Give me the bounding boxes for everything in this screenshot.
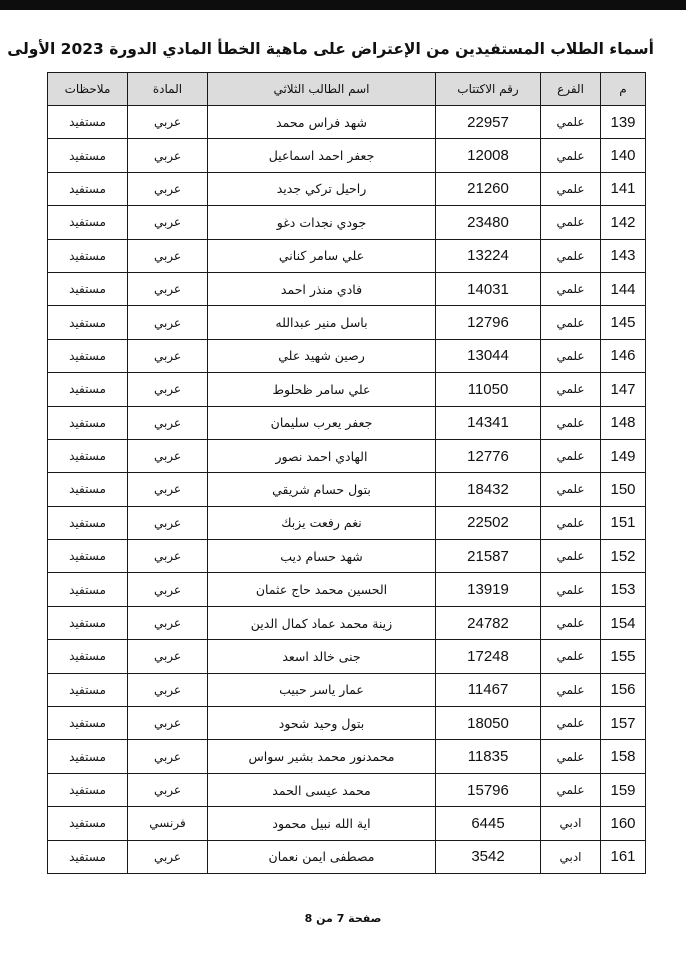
- table-row: [48, 339, 646, 372]
- cell-subject: عربي: [128, 339, 208, 372]
- cell-student-name: راحيل تركي جديد: [208, 172, 436, 205]
- cell-subject: عربي: [128, 506, 208, 539]
- cell-student-name: علي سامر ظحلوط: [208, 373, 436, 406]
- cell-notes: مستفيد: [48, 707, 128, 740]
- page-number-footer: صفحة 7 من 8: [304, 912, 382, 925]
- cell-branch: علمي: [541, 540, 601, 573]
- cell-num: 151: [601, 506, 646, 539]
- cell-notes: مستفيد: [48, 506, 128, 539]
- cell-student-name: محمدنور محمد بشير سواس: [208, 740, 436, 773]
- cell-exam-number: 13044: [436, 339, 541, 372]
- cell-exam-number: 22502: [436, 506, 541, 539]
- cell-num: 147: [601, 373, 646, 406]
- table-row: [48, 573, 646, 606]
- cell-subject: عربي: [128, 640, 208, 673]
- cell-student-name: اية الله نبيل محمود: [208, 807, 436, 840]
- cell-student-name: محمد عيسى الحمد: [208, 773, 436, 806]
- cell-notes: مستفيد: [48, 473, 128, 506]
- cell-exam-number: 6445: [436, 807, 541, 840]
- cell-notes: مستفيد: [48, 673, 128, 706]
- cell-branch: علمي: [541, 740, 601, 773]
- cell-branch: علمي: [541, 473, 601, 506]
- cell-subject: عربي: [128, 540, 208, 573]
- cell-subject: عربي: [128, 840, 208, 873]
- cell-branch: علمي: [541, 172, 601, 205]
- cell-notes: مستفيد: [48, 406, 128, 439]
- cell-exam-number: 23480: [436, 206, 541, 239]
- cell-notes: مستفيد: [48, 239, 128, 272]
- column-header-branch: الفرع: [541, 73, 601, 106]
- cell-num: 157: [601, 707, 646, 740]
- cell-exam-number: 12796: [436, 306, 541, 339]
- cell-branch: علمي: [541, 306, 601, 339]
- table-row: [48, 239, 646, 272]
- cell-branch: علمي: [541, 439, 601, 472]
- table-row: [48, 272, 646, 305]
- cell-branch: علمي: [541, 573, 601, 606]
- cell-student-name: علي سامر كناني: [208, 239, 436, 272]
- cell-branch: ادبي: [541, 840, 601, 873]
- column-header-exam-number: رقم الاكتتاب: [436, 73, 541, 106]
- cell-notes: مستفيد: [48, 606, 128, 639]
- cell-notes: مستفيد: [48, 206, 128, 239]
- cell-notes: مستفيد: [48, 339, 128, 372]
- cell-notes: مستفيد: [48, 439, 128, 472]
- cell-notes: مستفيد: [48, 139, 128, 172]
- cell-student-name: زينة محمد عماد كمال الدين: [208, 606, 436, 639]
- cell-branch: علمي: [541, 673, 601, 706]
- cell-student-name: الحسين محمد حاج عثمان: [208, 573, 436, 606]
- cell-student-name: عمار ياسر حبيب: [208, 673, 436, 706]
- cell-notes: مستفيد: [48, 373, 128, 406]
- cell-exam-number: 22957: [436, 106, 541, 139]
- cell-exam-number: 21260: [436, 172, 541, 205]
- column-header-subject: المادة: [128, 73, 208, 106]
- cell-subject: عربي: [128, 373, 208, 406]
- table-row: [48, 172, 646, 205]
- table-body: [48, 106, 646, 874]
- cell-exam-number: 13224: [436, 239, 541, 272]
- cell-branch: علمي: [541, 272, 601, 305]
- cell-branch: علمي: [541, 640, 601, 673]
- cell-branch: علمي: [541, 339, 601, 372]
- cell-subject: عربي: [128, 707, 208, 740]
- cell-exam-number: 11050: [436, 373, 541, 406]
- cell-exam-number: 17248: [436, 640, 541, 673]
- cell-notes: مستفيد: [48, 306, 128, 339]
- cell-num: 139: [601, 106, 646, 139]
- cell-exam-number: 3542: [436, 840, 541, 873]
- cell-num: 143: [601, 239, 646, 272]
- cell-student-name: باسل منير عبدالله: [208, 306, 436, 339]
- cell-notes: مستفيد: [48, 573, 128, 606]
- cell-branch: علمي: [541, 707, 601, 740]
- cell-num: 141: [601, 172, 646, 205]
- cell-subject: عربي: [128, 606, 208, 639]
- cell-num: 161: [601, 840, 646, 873]
- cell-exam-number: 14031: [436, 272, 541, 305]
- cell-num: 149: [601, 439, 646, 472]
- top-border-strip: [0, 0, 686, 10]
- cell-exam-number: 11467: [436, 673, 541, 706]
- table-row: [48, 106, 646, 139]
- cell-num: 154: [601, 606, 646, 639]
- cell-exam-number: 13919: [436, 573, 541, 606]
- table-row: [48, 540, 646, 573]
- cell-subject: فرنسي: [128, 807, 208, 840]
- table-row: [48, 707, 646, 740]
- cell-branch: علمي: [541, 373, 601, 406]
- cell-student-name: بتول وحيد شحود: [208, 707, 436, 740]
- cell-student-name: الهادي احمد نصور: [208, 439, 436, 472]
- cell-branch: علمي: [541, 506, 601, 539]
- cell-notes: مستفيد: [48, 807, 128, 840]
- cell-notes: مستفيد: [48, 540, 128, 573]
- cell-branch: علمي: [541, 206, 601, 239]
- cell-subject: عربي: [128, 239, 208, 272]
- table-row: [48, 473, 646, 506]
- cell-num: 150: [601, 473, 646, 506]
- cell-notes: مستفيد: [48, 640, 128, 673]
- cell-num: 144: [601, 272, 646, 305]
- cell-student-name: شهد حسام ديب: [208, 540, 436, 573]
- cell-notes: مستفيد: [48, 272, 128, 305]
- cell-notes: مستفيد: [48, 172, 128, 205]
- cell-subject: عربي: [128, 740, 208, 773]
- cell-notes: مستفيد: [48, 740, 128, 773]
- table-row: [48, 139, 646, 172]
- cell-exam-number: 12776: [436, 439, 541, 472]
- table-row: [48, 373, 646, 406]
- cell-num: 140: [601, 139, 646, 172]
- cell-subject: عربي: [128, 439, 208, 472]
- cell-branch: علمي: [541, 139, 601, 172]
- cell-subject: عربي: [128, 673, 208, 706]
- table-row: [48, 306, 646, 339]
- cell-exam-number: 18432: [436, 473, 541, 506]
- cell-student-name: جنى خالد اسعد: [208, 640, 436, 673]
- table-header-row: [48, 73, 646, 106]
- cell-student-name: بتول حسام شريقي: [208, 473, 436, 506]
- cell-exam-number: 11835: [436, 740, 541, 773]
- cell-notes: مستفيد: [48, 840, 128, 873]
- table-row: [48, 840, 646, 873]
- cell-student-name: جعفر يعرب سليمان: [208, 406, 436, 439]
- cell-subject: عربي: [128, 106, 208, 139]
- cell-branch: ادبي: [541, 807, 601, 840]
- cell-subject: عربي: [128, 139, 208, 172]
- cell-num: 152: [601, 540, 646, 573]
- students-table-container: [47, 72, 646, 874]
- column-header-student-name: اسم الطالب الثلاثي: [208, 73, 436, 106]
- cell-exam-number: 14341: [436, 406, 541, 439]
- cell-student-name: جودي نجدات دغو: [208, 206, 436, 239]
- cell-subject: عربي: [128, 473, 208, 506]
- cell-notes: مستفيد: [48, 106, 128, 139]
- cell-num: 142: [601, 206, 646, 239]
- table-row: [48, 439, 646, 472]
- table-row: [48, 406, 646, 439]
- table-row: [48, 673, 646, 706]
- table-row: [48, 640, 646, 673]
- cell-exam-number: 18050: [436, 707, 541, 740]
- cell-subject: عربي: [128, 306, 208, 339]
- cell-branch: علمي: [541, 239, 601, 272]
- cell-exam-number: 24782: [436, 606, 541, 639]
- cell-num: 156: [601, 673, 646, 706]
- cell-num: 148: [601, 406, 646, 439]
- column-header-notes: ملاحظات: [48, 73, 128, 106]
- cell-branch: علمي: [541, 773, 601, 806]
- cell-exam-number: 15796: [436, 773, 541, 806]
- cell-num: 153: [601, 573, 646, 606]
- cell-student-name: فادي منذر احمد: [208, 272, 436, 305]
- cell-num: 146: [601, 339, 646, 372]
- cell-num: 145: [601, 306, 646, 339]
- table-row: [48, 206, 646, 239]
- cell-student-name: رصين شهيد علي: [208, 339, 436, 372]
- table-row: [48, 506, 646, 539]
- students-table: [47, 72, 646, 874]
- cell-num: 155: [601, 640, 646, 673]
- table-row: [48, 773, 646, 806]
- page-title: أسماء الطلاب المستفيدين من الإعتراض على ماهية الخطأ المادي الدورة 2023 الأولى: [7, 40, 654, 58]
- cell-subject: عربي: [128, 406, 208, 439]
- cell-subject: عربي: [128, 773, 208, 806]
- table-row: [48, 606, 646, 639]
- table-row: [48, 740, 646, 773]
- cell-student-name: نغم رفعت يزبك: [208, 506, 436, 539]
- table-row: [48, 807, 646, 840]
- cell-num: 160: [601, 807, 646, 840]
- cell-branch: علمي: [541, 406, 601, 439]
- cell-notes: مستفيد: [48, 773, 128, 806]
- cell-student-name: جعفر احمد اسماعيل: [208, 139, 436, 172]
- cell-subject: عربي: [128, 272, 208, 305]
- cell-branch: علمي: [541, 606, 601, 639]
- cell-subject: عربي: [128, 172, 208, 205]
- cell-branch: علمي: [541, 106, 601, 139]
- cell-exam-number: 21587: [436, 540, 541, 573]
- cell-student-name: شهد فراس محمد: [208, 106, 436, 139]
- column-header-num: م: [601, 73, 646, 106]
- cell-subject: عربي: [128, 573, 208, 606]
- cell-num: 159: [601, 773, 646, 806]
- cell-exam-number: 12008: [436, 139, 541, 172]
- cell-num: 158: [601, 740, 646, 773]
- cell-student-name: مصطفى ايمن نعمان: [208, 840, 436, 873]
- cell-subject: عربي: [128, 206, 208, 239]
